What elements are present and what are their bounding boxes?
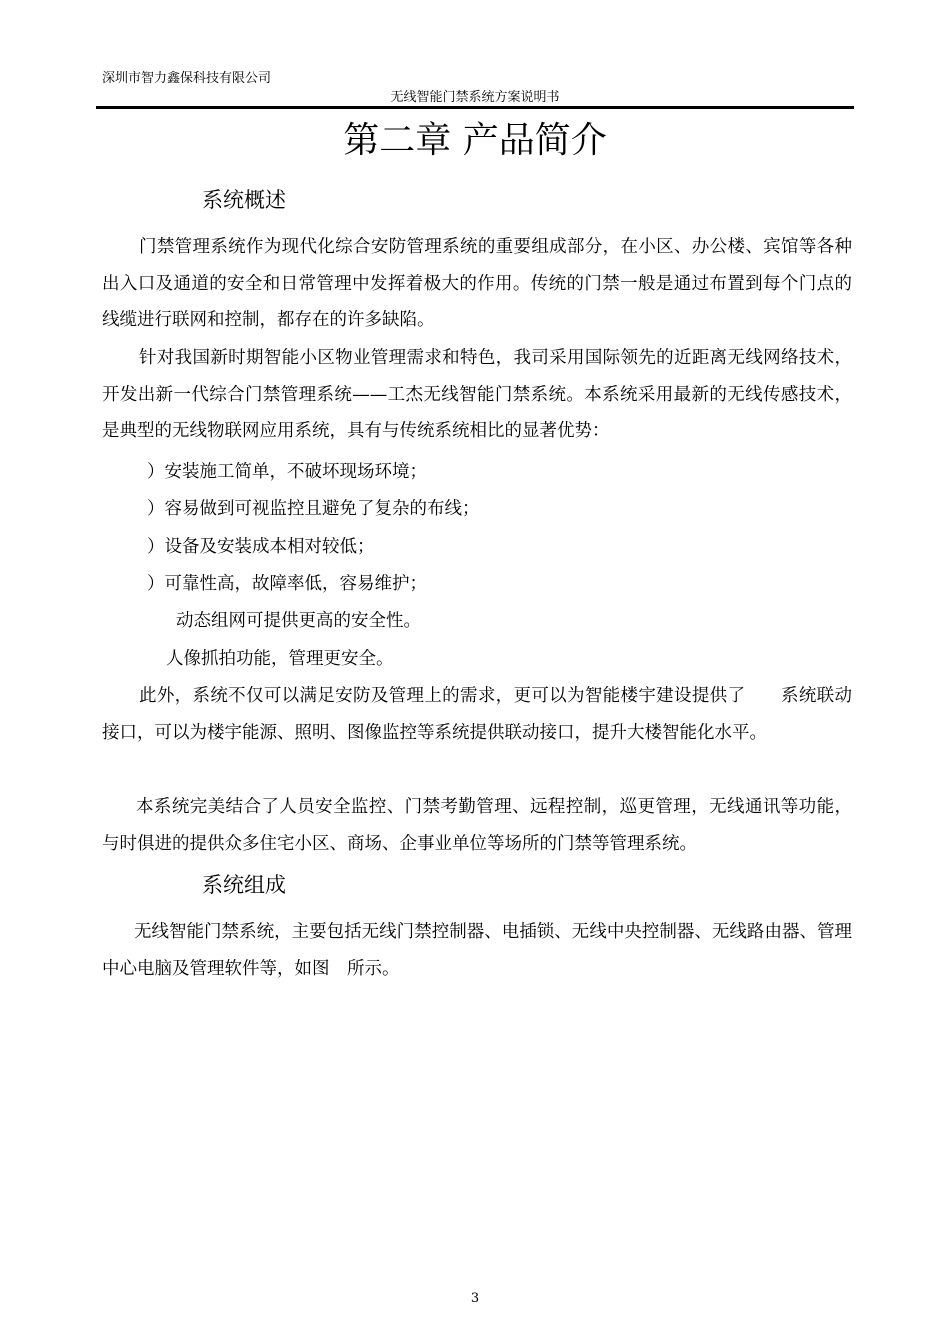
list-item: 动态组网可提供更高的安全性。: [176, 611, 421, 631]
company-name: 深圳市智力鑫保科技有限公司: [102, 71, 272, 86]
overview-paragraph-1: 门禁管理系统作为现代化综合安防管理系统的重要组成部分，在小区、办公楼、宾馆等各种出入口及通道的安全和日常管理中发挥着极大的作用。传统的门禁一般是通过布置到每个门点的线缆进行联网和控制，都存在的许多缺陷。: [102, 237, 852, 330]
document-title: 无线智能门禁系统方案说明书: [390, 90, 560, 105]
composition-paragraph-1: 无线智能门禁系统，主要包括无线门禁控制器、电插锁、无线中央控制器、无线路由器、管理中心电脑及管理软件等，如图 所示。: [102, 922, 852, 979]
list-item: ）容易做到可视监控且避免了复杂的布线；: [147, 499, 480, 519]
section-title-composition: 系统组成: [202, 873, 286, 897]
overview-paragraph-4: 本系统完美结合了人员安全监控、门禁考勤管理、远程控制，巡更管理，无线通讯等功能，与时俱进的提供众多住宅小区、商场、企事业单位等场所的门禁等管理系统。: [102, 797, 852, 854]
list-item: 人像抓拍功能，管理更安全。: [166, 649, 394, 669]
overview-paragraph-2: 针对我国新时期智能小区物业管理需求和特色，我司采用国际领先的近距离无线网络技术，开发出新一代综合门禁管理系统——工杰无线智能门禁系统。本系统采用最新的无线传感技术，是典型的无线物联网应用系统，具有与传统系统相比的显著优势：: [102, 348, 852, 441]
list-item: ）安装施工简单，不破坏现场环境；: [147, 462, 427, 482]
section-title-overview: 系统概述: [202, 188, 286, 212]
header-divider: [96, 106, 854, 109]
list-item: ）可靠性高，故障率低，容易维护；: [147, 574, 427, 594]
overview-paragraph-3: 此外，系统不仅可以满足安防及管理上的需求，更可以为智能楼宇建设提供了 系统联动接口，可以为楼宇能源、照明、图像监控等系统提供联动接口，提升大楼智能化水平。: [102, 686, 852, 743]
list-item: ）设备及安装成本相对较低；: [147, 537, 375, 557]
page-number: 3: [470, 1291, 480, 1306]
chapter-title: 第二章 产品简介: [343, 120, 607, 161]
